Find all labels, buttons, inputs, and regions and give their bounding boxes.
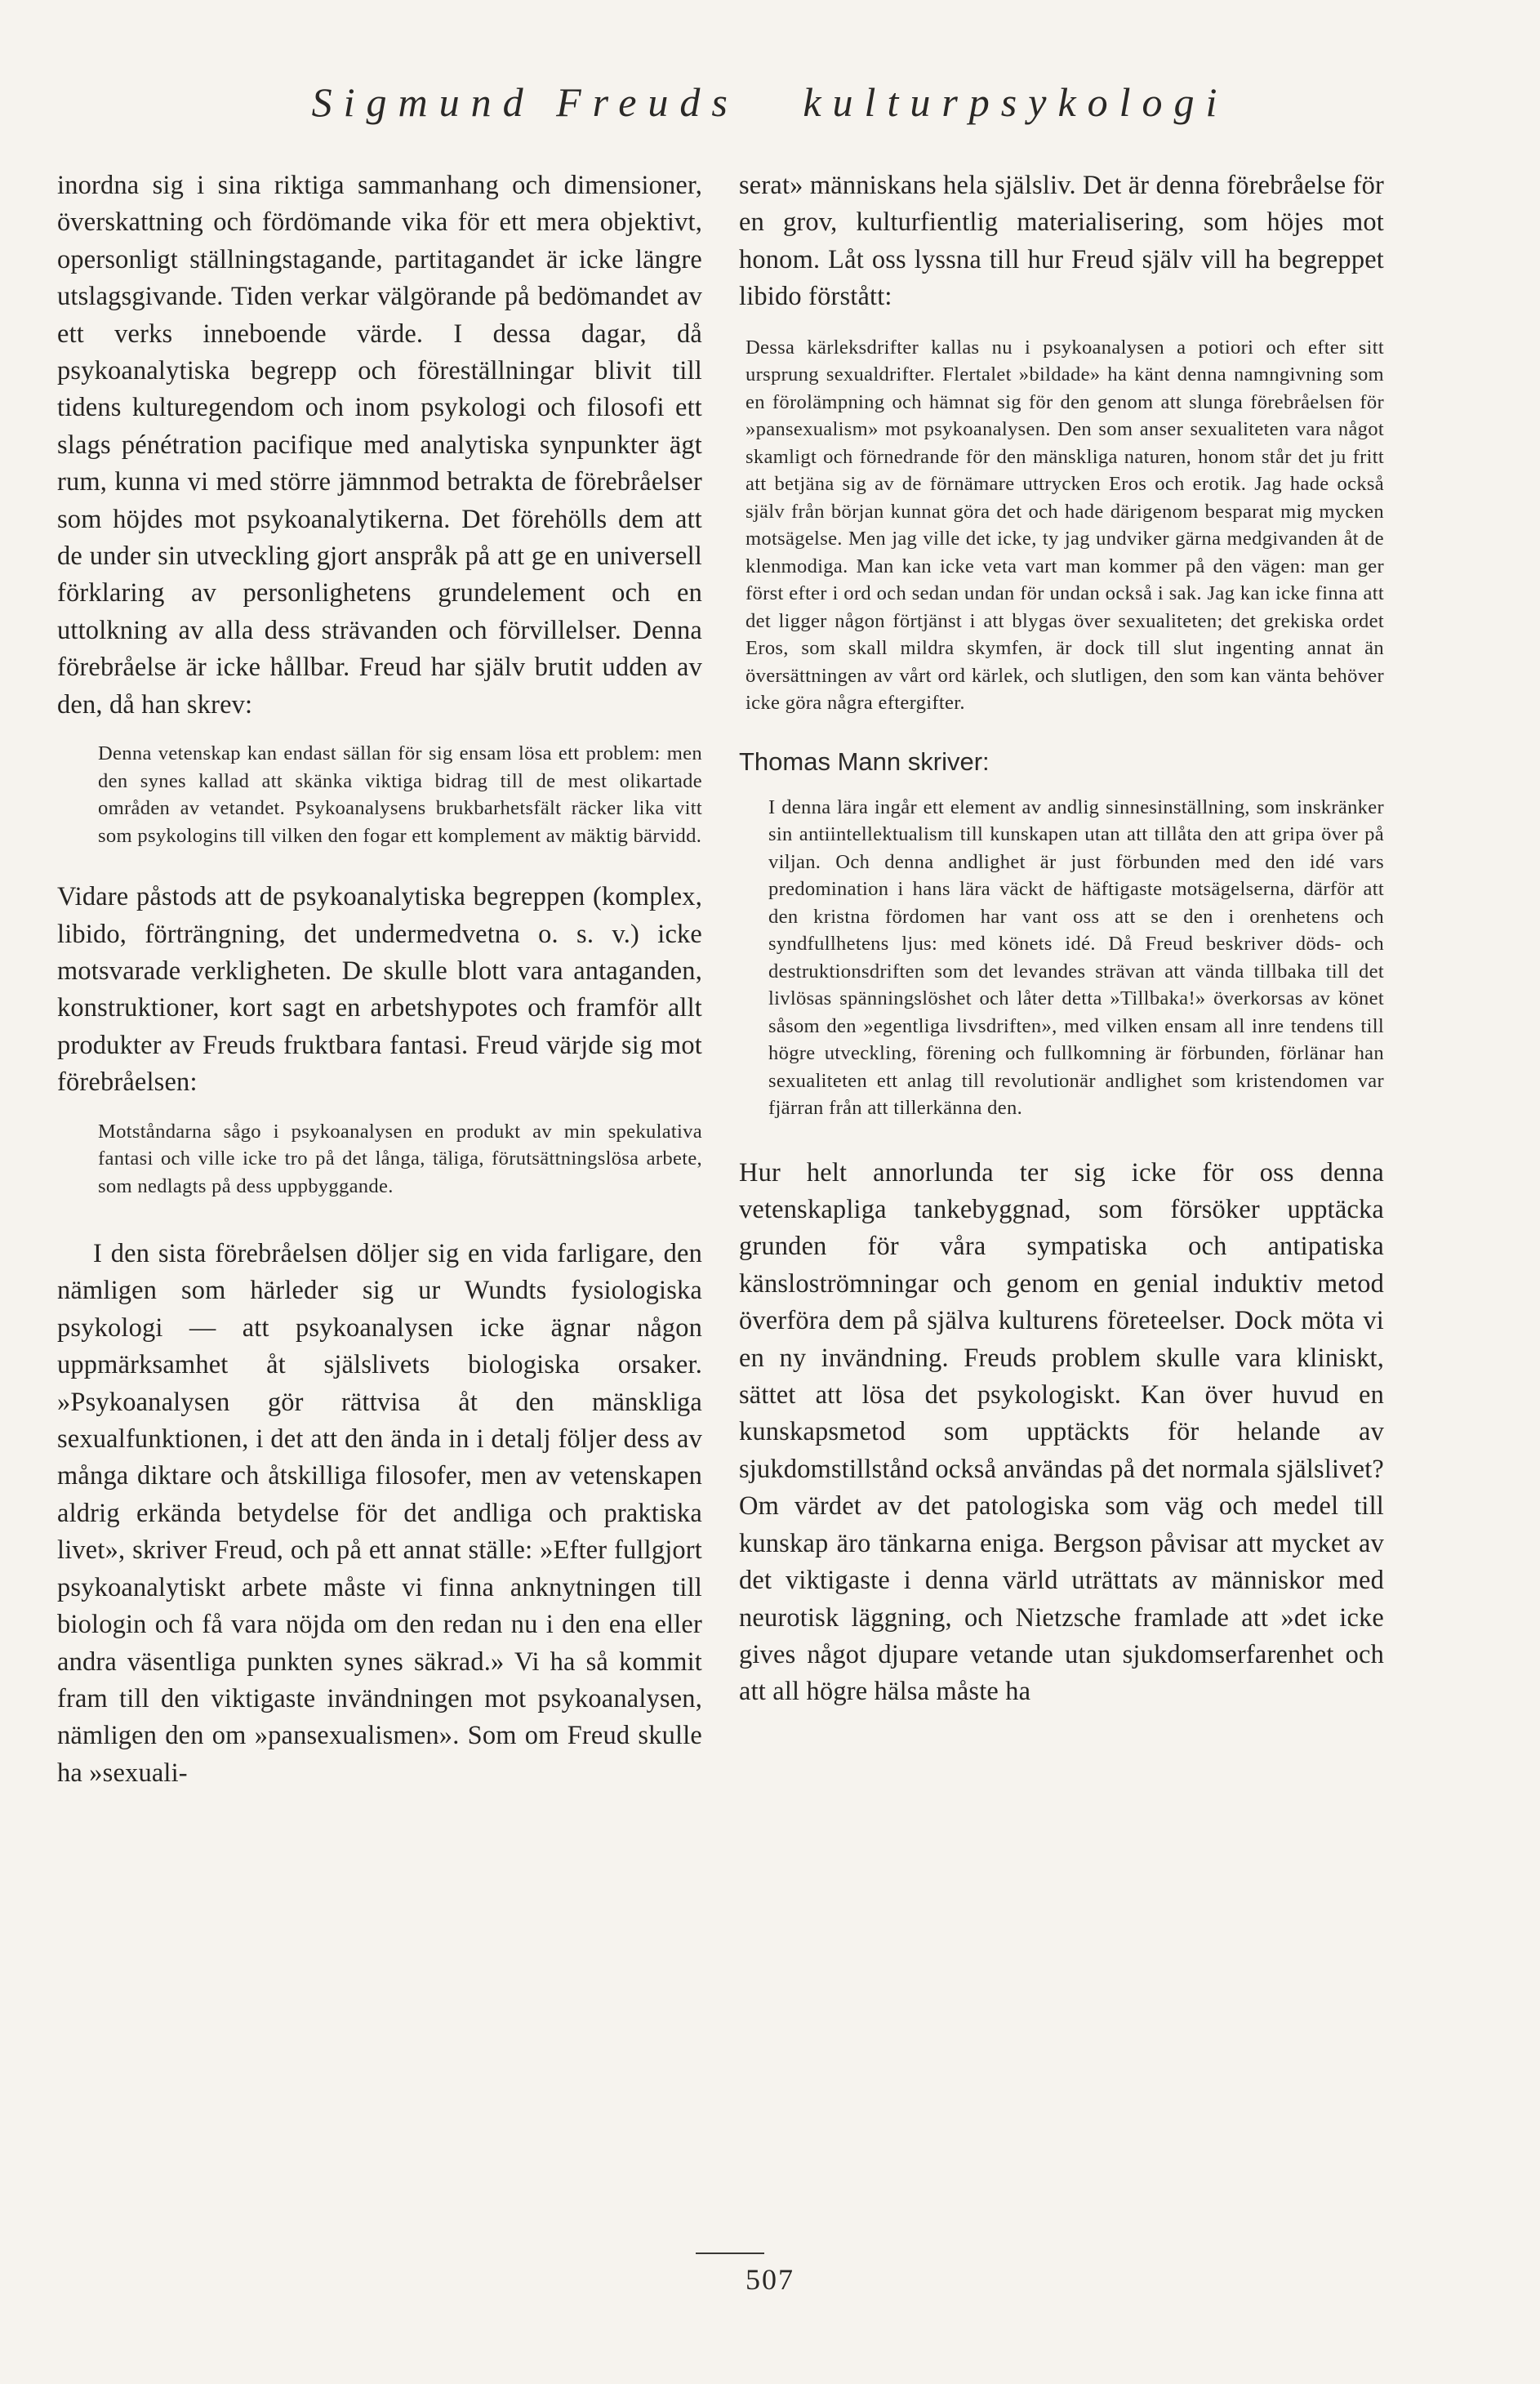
right-column (739, 167, 1384, 1711)
right-paragraph-2: Hur helt annorlunda ter sig icke för oss denna vetenskapliga tankebyggnad, som försöker upptäcka grunden för våra sympatiska och antipatiska känsloströmningar och genom en genial induktiv metod överföra dem på själva kulturens företeelser. Dock möta vi en ny invändning. Freuds problem skulle vara kliniskt, sättet att lösa det psykologiskt. Kan över huvud en kunskapsmetod som upptäckts för helande av sjukdomstillstånd också användas på det normala själslivet? Om värdet av det patologiska som väg och medel till kunskap äro tänkarna eniga. Bergson påvisar att mycket av det viktigaste i denna värld uträttats av människor med neurotisk läggning, och Nietzsche framlade att »det icke gives något djupare vetande utan sjukdomserfarenhet och att all högre hälsa måste ha (739, 1157, 1384, 1707)
left-blockquote-1: Denna vetenskap kan endast sällan för sig ensam lösa ett problem: men den synes kallad att skänka viktiga bidrag till de mest olikartade områden av vetandet. Psykoanalysens brukbarhetsfält räcker lika vitt som psykologins till vilken den fogar ett komplement av mäktig bärvidd. (98, 742, 702, 847)
running-head-right: kulturpsykologi (803, 79, 1229, 125)
running-head-left: Sigmund Freuds (311, 79, 739, 125)
left-paragraph-2: Vidare påstods att de psykoanalytiska begreppen (komplex, libido, förträngning, det undermedvetna o. s. v.) icke motsvarade verkligheten. De skulle blott vara antaganden, konstruktioner, kort sagt en arbetshypotes och framför allt produkter av Freuds fruktbara fantasi. Freud värjde sig mot förebråelsen: (57, 882, 702, 1098)
right-paragraph-1: serat» människans hela själsliv. Det är denna förebråelse för en grov, kulturfientlig materialisering, som höjes mot honom. Låt oss lyssna till hur Freud själv vill ha begreppet libido förstått: (739, 171, 1384, 312)
right-mann-intro: Thomas Mann skriver: (739, 746, 990, 776)
left-blockquote-2: Motståndarna sågo i psykoanalysen en produkt av min spekulativa fantasi och ville icke tro på det långa, täliga, förutsättningslösa arbete, som nedlagts på dess uppbyggande. (98, 1120, 702, 1197)
page-number-rule (696, 2253, 764, 2254)
page-number: 507 (746, 2263, 794, 2296)
left-column (57, 167, 702, 1792)
right-blockquote-1: Dessa kärleksdrifter kallas nu i psykoanalysen a potiori och efter sitt ursprung sexualdrifter. Flertalet »bildade» ha känt denna namngivning som en förolämpning och hämnat sig för den genom att slunga förebråelsen för »pansexualism» mot psykoanalysen. Den som anser sexualiteten vara något skamligt och förnedrande för den mänskliga naturen, honom står det ju fritt att betjäna sig av de förnämare uttrycken Eros och erotik. Jag hade också själv från början kunnat göra det och hade därigenom besparat mig mycken motsägelse. Men jag ville det icke, ty jag undviker gärna medgivanden åt de klenmodiga. Man kan icke veta vart man kommer på den vägen: man ger först efter i ord och sedan undan för undan också i sak. Jag kan icke finna att det ligger någon förtjänst i att blygas över sexualiteten; det grekiska ordet Eros, som skall mildra skymfen, är dock till slut ingenting annat än översättningen av vårt ord kärlek, och slutligen, den som kan vänta behöver icke göra några eftergifter. (746, 336, 1384, 715)
right-blockquote-2: I denna lära ingår ett element av andlig sinnesinställning, som inskränker sin antiintellektualism till kunskapen utan att tillåta den att gripa över på viljan. Och denna andlighet är just förbunden med den idé vars predomination i hans lära väckt de häftigaste motsägelserna, därför att den kristna fördomen har vant oss att se den i orenhetens och syndfullhetens ljus: med könets idé. Då Freud beskriver döds- och destruktionsdriften som det levandes strävan att vända tillbaka till det livlösas spänningslöshet och låter detta »Tillbaka!» överkorsas av könet såsom den »egentliga livsdriften», med vilken ensam all inre tendens till högre utveckling, förening och fullkomning är förbunden, förlänar han sexualiteten ett anlag till revolutionär andlighet som kristendomen var fjärran från att tillerkänna den. (768, 795, 1384, 1120)
left-paragraph-1: inordna sig i sina riktiga sammanhang och dimensioner, överskattning och fördömande vika för ett mera objektivt, opersonligt ställningstagande, partitagandet är icke längre utslagsgivande. Tiden verkar välgörande på bedömandet av ett verks inneboende värde. I dessa dagar, då psykoanalytiska begrepp och föreställningar blivit till tidens kulturegendom och inom psykologi och filosofi ett slags pénétration pacifique med analytiska synpunkter ägt rum, kunna vi med större jämnmod betrakta de förebråelser som höjdes mot psykoanalytikerna. Det förehölls dem att de under sin utveckling gjort anspråk på att ge en universell förklaring av personlighetens grundelement och en uttolkning av alla dess strävanden och förvillelser. Denna förebråelse är icke hållbar. Freud har själv brutit udden av den, då han skrev: (57, 171, 702, 720)
left-paragraph-3: I den sista förebråelsen döljer sig en vida farligare, den nämligen som härleder sig ur Wundts fysiologiska psykologi — att psykoanalysen icke ägnar någon uppmärksamhet åt själslivets biologiska orsaker. »Psykoanalysen gör rättvisa åt den mänskliga sexualfunktionen, i det att den ända in i detalj följer dess av många diktare och åtskilliga filosofer, men av vetenskapen aldrig erkända betydelse för det andliga och praktiska livet», skriver Freud, och på ett annat ställe: »Efter fullgjort psykoanalytiskt arbete måste vi finna anknytningen till biologin och få vara nöjda om den redan nu i den ena eller andra väsentliga punkten synes säkrad.» Vi ha så kommit fram till den viktigaste invändningen mot psykoanalysen, nämligen den om »pansexualismen». Som om Freud skulle ha »sexuali- (57, 1239, 702, 1788)
running-head (0, 78, 1540, 126)
